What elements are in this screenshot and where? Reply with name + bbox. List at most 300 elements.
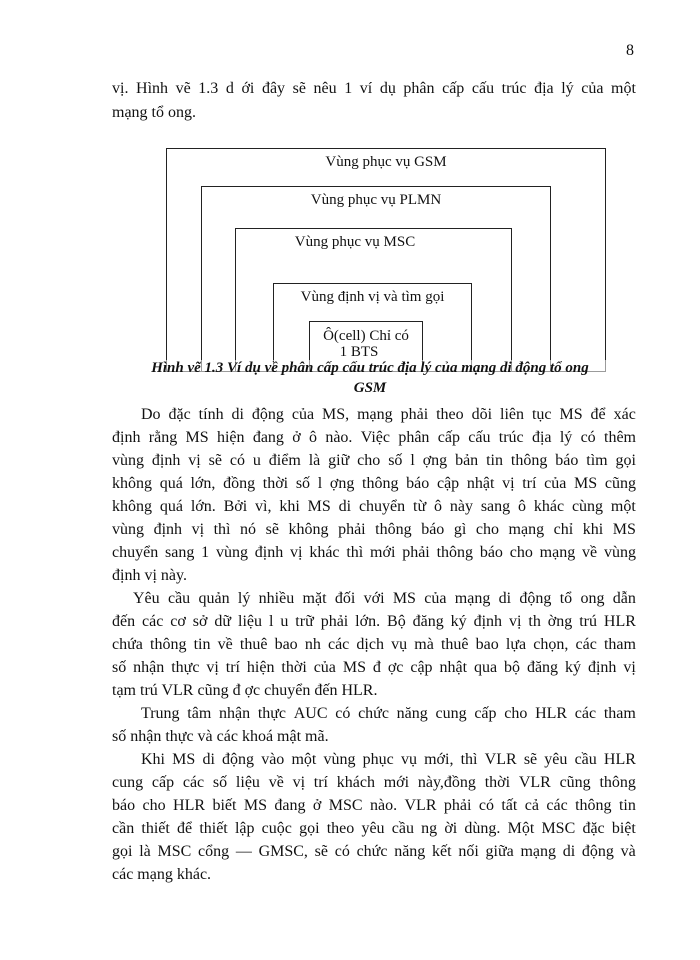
word: vị. [112,80,129,97]
word: thiết [199,820,228,837]
word: để [177,820,193,837]
paragraph-line [112,612,636,632]
word: qua [473,659,498,676]
word: dùng. [464,820,501,837]
word: VLR [484,751,517,768]
word: lớn, [190,475,216,492]
word: vụ [391,636,408,653]
word: nối [458,843,479,860]
paragraph-line [112,819,636,839]
word: vị [509,613,522,630]
word: nhận [218,705,251,722]
word: Một [507,820,535,837]
msc-service-area-label: Vùng phục vụ MSC [294,234,416,250]
word: báo [406,475,430,492]
paragraph-line [141,704,636,724]
word: trí [522,475,537,492]
word: tham [603,636,636,653]
page-number: 8 [626,42,634,59]
word: vị [206,659,219,676]
word: cũng [559,774,591,791]
word: nhiều [258,590,295,607]
word: và [620,843,636,860]
word: lớn. [190,498,216,515]
word: khi [582,521,604,538]
word: ví [359,80,373,97]
word: định [151,452,181,469]
word: đăng [412,613,444,630]
word: Việc [360,429,390,446]
paragraph-line [112,658,636,678]
word: lý [561,80,574,97]
word: không [112,475,152,492]
word: l [410,452,415,469]
word: vùng [112,452,144,469]
word: tin [618,797,636,814]
word: gì [453,521,467,538]
word: dịch [356,636,384,653]
word: trúc [501,80,527,97]
word: 1.3 [198,80,219,97]
word: cũng [604,475,636,492]
paragraph-line [112,474,636,494]
word: ký [565,659,581,676]
word: số [388,452,403,469]
word: ong [580,590,605,607]
word: Khi [141,751,165,768]
word: nhật [439,659,468,676]
word: với [363,590,385,607]
word: MS [392,590,416,607]
word: xác [613,406,636,423]
word: có [335,705,351,722]
word: AUC [293,705,328,722]
word: MS [574,475,598,492]
word: phải [320,613,349,630]
word: giữa [485,843,514,860]
word: về [217,636,233,653]
paragraph-line [112,635,636,655]
word: chuyển [358,498,406,515]
word: u [252,452,261,469]
word: Trung [141,705,180,722]
word: u [280,613,289,630]
word: dữ [214,613,232,630]
word: thông [150,636,187,653]
word: dõi [471,406,493,423]
word: sẽ [314,843,328,860]
word: ô [434,498,442,515]
word: chứa [112,636,143,653]
word: phải [402,544,430,561]
word: cấp [474,705,497,722]
word: tục [531,406,552,423]
word: cầu [391,820,414,837]
word: sẽ [292,80,306,97]
word: đ [372,659,381,676]
paragraph-line [112,796,636,816]
word: MS [243,797,267,814]
word: quá [159,475,183,492]
word: ô [518,498,527,515]
word: Bộ [387,613,406,630]
word: cấp [437,429,460,446]
word: theo [436,406,464,423]
word: các [327,636,350,653]
word: là [308,452,321,469]
word: HLR [603,613,636,630]
word: Hình [136,80,169,97]
paragraph-line [141,405,636,425]
word: nào. [369,797,398,814]
word: định [473,613,503,630]
plmn-service-area-label: Vùng phục vụ PLMN [310,192,442,208]
word: cấu [471,80,495,97]
word: thì [460,751,478,768]
word: GMSC, [258,843,308,860]
word: mạng [539,544,576,561]
word: đây [261,80,286,97]
word: của [581,80,604,97]
word: thì [213,521,231,538]
word: cho [504,705,528,722]
word: trữ [295,613,314,630]
word: vị [502,475,515,492]
word: số [295,475,311,492]
word: khác [309,544,340,561]
word: đang [274,797,306,814]
paragraph-line [141,750,636,770]
word: trí [313,774,328,791]
word: di [231,406,244,423]
word: số [112,659,127,676]
word: thông [599,774,636,791]
word: năng [396,705,428,722]
word: l [317,475,323,492]
word: một [291,751,317,768]
word: ký [450,613,467,630]
paragraph-line: các mạng khác. [112,866,212,883]
word: các [546,797,568,814]
word: thời [484,774,511,791]
word: địa [534,80,554,97]
word: vị [188,452,201,469]
word: thuê [239,636,268,653]
word: phân [398,429,430,446]
word: có [334,843,350,860]
word: báo [421,521,445,538]
word: bao [475,636,499,653]
word: cung [435,705,467,722]
word: tính [198,406,224,423]
word: MS [185,429,209,446]
word: vụ [400,751,417,768]
word: không [112,498,152,515]
word: lựa [505,636,527,653]
word: nh [304,636,321,653]
word: gọi [299,820,320,837]
word: liệu [235,774,260,791]
word: phục [362,751,394,768]
word: điểm [268,452,301,469]
word: lớn. [355,613,381,630]
word: mới, [424,751,454,768]
word: d [225,80,234,97]
word: cung [112,774,144,791]
word: sang [480,498,511,515]
word: sang [165,544,195,561]
word: lý [237,590,251,607]
word: dẫn [612,590,636,607]
word: của [424,590,447,607]
word: mới [370,544,396,561]
word: của [313,659,336,676]
word: thực [257,705,287,722]
word: sở [192,613,208,630]
word: vào [261,751,285,768]
word: một [610,498,636,515]
word: tin [486,452,503,469]
word: tin [193,636,211,653]
word: mạng [520,843,556,860]
word: HLR [603,751,636,768]
paragraph-line [112,520,636,540]
word: th [528,613,541,630]
word: đặc [168,406,191,423]
word: mới [383,774,410,791]
word: ới [241,80,255,97]
word: hiện [246,659,275,676]
word: mạng [357,406,393,423]
word: liệu [238,613,263,630]
word: là [139,843,151,860]
word: HLR [535,705,568,722]
word: báo [555,452,579,469]
word: tổ [559,590,573,607]
word: thời [262,475,289,492]
word: thời [281,659,307,676]
word: thêm [604,429,636,446]
word: chỉ [553,521,574,538]
word: theo [326,820,355,837]
word: đến [112,613,136,630]
word: bản [455,452,479,469]
word: dụ [379,80,396,97]
word: di [498,590,512,607]
paragraph-line [112,842,636,862]
word: khi [279,498,300,515]
word: di [338,498,352,515]
word: tham [603,705,636,722]
word: về [582,544,598,561]
word: vùng [323,751,356,768]
word: MSC [157,843,192,860]
word: số [212,774,228,791]
gsm-service-area-label: Vùng phục vụ GSM [325,154,447,170]
word: bộ [504,659,521,676]
word: quá [159,498,183,515]
word: trú [579,613,597,630]
paragraph-line: tạm trú VLR cũng đ ợc chuyển đến HLR. [112,682,378,699]
paragraph-line [112,543,636,563]
word: l [268,613,274,630]
word: động [519,590,552,607]
word: ợng [329,475,355,492]
word: lập [234,820,255,837]
word: đặc [582,820,605,837]
cell-label-line-2: 1 BTS [339,344,379,360]
word: động [581,843,614,860]
word: mạng [508,521,545,538]
paragraph-line [112,428,636,448]
word: khách [336,774,375,791]
word: thuê [440,636,469,653]
location-area-label: Vùng định vị và tìm gọi [300,289,445,305]
word: bao [274,636,298,653]
word: cấp [442,80,465,97]
word: lý [559,429,573,446]
intro-line-2: mạng tổ ong. [112,104,196,121]
word: vị [623,659,636,676]
word: Yêu [133,590,160,607]
word: hiện [216,429,245,446]
word: ô [309,429,318,446]
paragraph-line: định vị này. [112,567,187,584]
word: có [580,429,596,446]
word: các [575,636,597,653]
word: để [590,406,606,423]
word: biết [212,797,237,814]
word: có [229,452,245,469]
word: thông [510,452,548,469]
word: HLR [173,797,206,814]
word: thực [171,659,200,676]
word: liên [500,406,525,423]
word: cơ [170,613,186,630]
word: tất [501,797,518,814]
word: MS [559,406,583,423]
paragraph-line: số nhận thực và các khoá mật mã. [112,728,329,745]
paragraph-line [112,451,636,471]
word: cổng [198,843,230,860]
word: nêu [313,80,337,97]
word: ờng [547,613,573,630]
word: Bởi [223,498,248,515]
word: Do [141,406,161,423]
word: MS [307,498,331,515]
word: VLR [518,774,551,791]
word: MS, [322,406,350,423]
word: vẽ [175,80,191,97]
word: vì, [255,498,272,515]
figure-caption-line-1: Hình vẽ 1.3 Ví dụ về phân cấp cấu trúc địa lý của mạng di động tổ ong [100,360,640,377]
word: biệt [611,820,636,837]
word: — [235,843,252,860]
word: chức [356,843,388,860]
word: đang [252,429,284,446]
word: phải [443,797,472,814]
word: thông [375,521,412,538]
intro-line-1 [112,79,636,99]
word: ời [444,820,458,837]
word: sẽ [208,452,222,469]
word: một [611,80,636,97]
word: yêu [361,820,385,837]
word: sẽ [523,751,538,768]
word: các [574,705,597,722]
word: báo [112,797,136,814]
word: cấp [151,774,175,791]
word: MS [612,521,636,538]
word: quản [198,590,230,607]
word: ợc [387,659,404,676]
word: rằng [148,429,178,446]
paragraph-line [112,773,636,793]
word: năng [394,843,426,860]
word: cả [524,797,539,814]
word: 1 [344,80,353,97]
word: vị [290,544,303,561]
word: ở [292,429,301,446]
word: này [449,498,473,515]
word: ng [421,820,438,837]
word: thông [362,475,399,492]
word: gọi [615,452,636,469]
word: về [268,774,284,791]
word: đối [334,590,356,607]
word: không [288,521,329,538]
word: nhật [466,475,495,492]
word: phân [403,80,435,97]
word: cập [436,475,460,492]
word: động [222,751,255,768]
word: có [478,797,494,814]
word: trúc [498,429,524,446]
word: vùng [215,544,248,561]
word: của [544,475,567,492]
word: ợng [422,452,448,469]
word: MSC [328,797,363,814]
word: cầu [574,751,597,768]
word: MS [172,751,196,768]
word: cập [410,659,433,676]
word: tâm [187,705,212,722]
word: MS [342,659,366,676]
word: cho [509,544,533,561]
word: nào. [325,429,353,446]
word: các [182,774,205,791]
word: chức [358,705,389,722]
word: nó [240,521,257,538]
word: trí [225,659,240,676]
word: phải [338,521,366,538]
word: cần [112,820,135,837]
word: MSC [541,820,576,837]
word: mặt [302,590,327,607]
word: cho [357,452,381,469]
word: tìm [586,452,608,469]
word: di [562,843,576,860]
paragraph-line [133,589,636,609]
word: khác [533,498,565,515]
paragraph-line [112,497,636,517]
word: mạng [454,590,491,607]
word: cấu [468,429,491,446]
word: thông [575,797,612,814]
word: nhận [133,659,165,676]
word: phải [400,406,429,423]
word: gọi [112,843,133,860]
